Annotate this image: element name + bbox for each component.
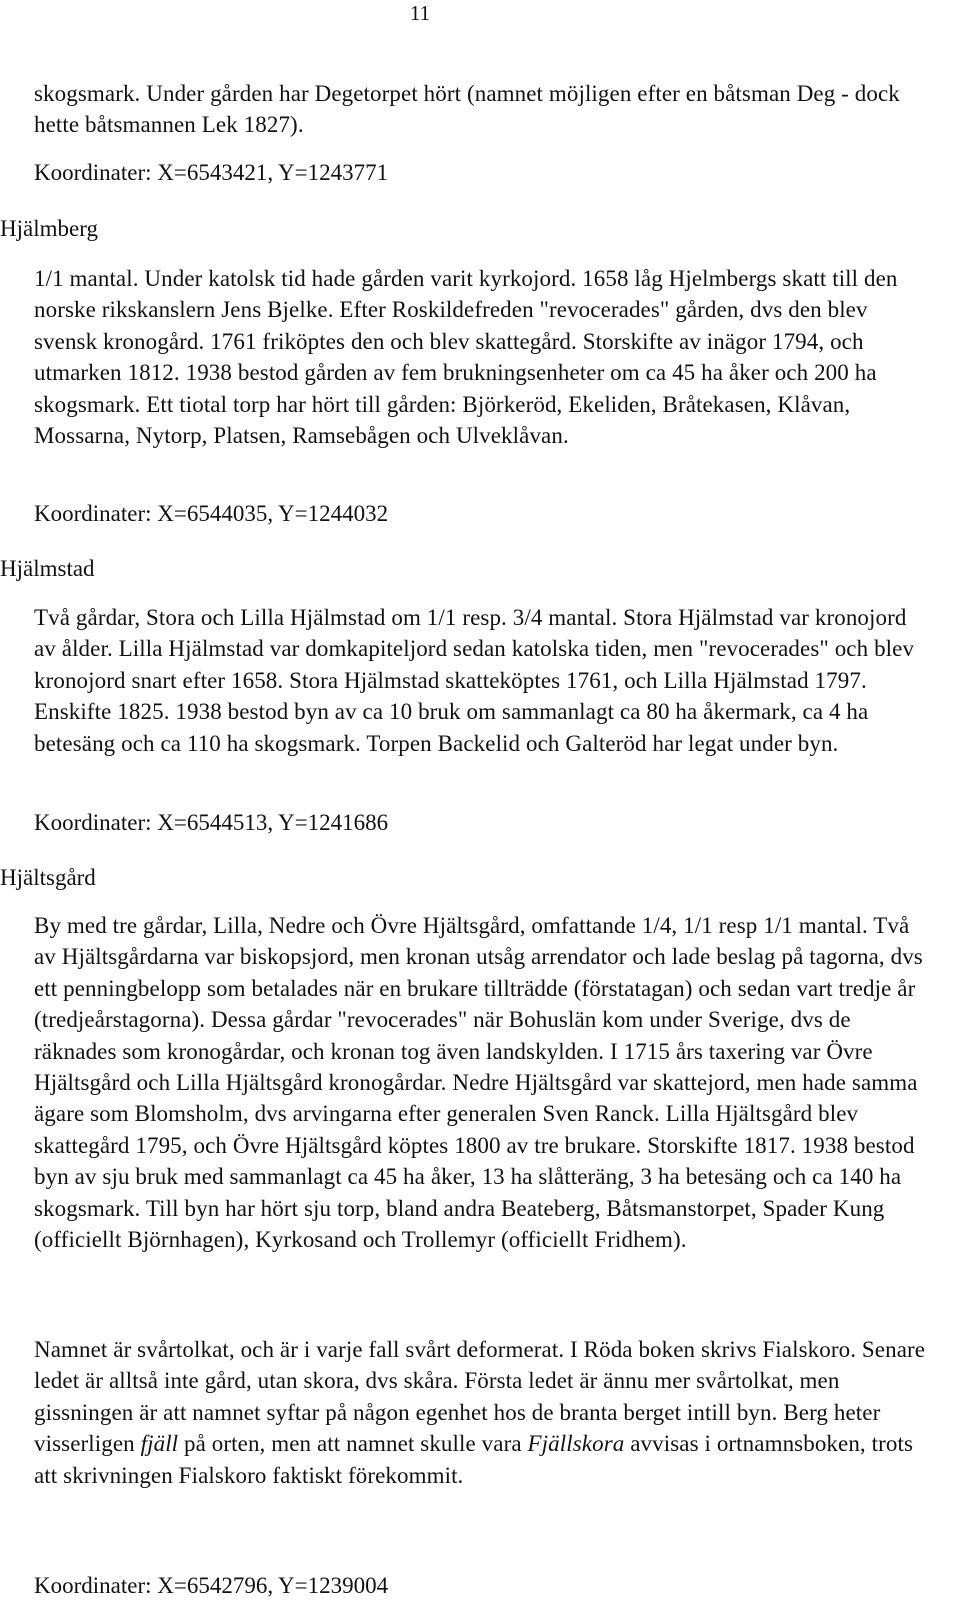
hjalmberg-coordinates: Koordinater: X=6544035, Y=1244032 <box>34 501 389 526</box>
hjaltsgard-paragraph: By med tre gårdar, Lilla, Nedre och Övre Hjältsgård, omfattande 1/4, 1/1 resp 1/1 mantal. Två av Hjältsgårdarna var biskopsjord, men kronan utsåg arrendator och lade beslag på tagorna, dvs ett penningbelopp som betalades när en brukare tillträdde (förstatagan) och sedan vart tredje år (tredjeårstagorna). Dessa gårdar "revocerades" när Bohuslän kom under Sverige, dvs de räknades som kronogårdar, och kronan tog även landskylden. I 1715 års taxering var Övre Hjältsgård och Lilla Hjältsgård kronogårdar. Nedre Hjältsgård var skattejord, men hade samma ägare som Blomsholm, dvs arvingarna efter generalen Sven Ranck. Lilla Hjältsgård blev skattegård 1795, och Övre Hjältsgård köptes 1800 av tre brukare. Storskifte 1817. 1938 bestod byn av sju bruk med sammanlagt ca 45 ha åker, 13 ha slåtteräng, 3 ha betesäng och ca 140 ha skogsmark. Till byn har hört sju torp, bland andra Beateberg, Båtsmanstorpet, Spader Kung (officiellt Björnhagen), Kyrkosand och Trollemyr (officiellt Fridhem). <box>34 913 923 1253</box>
intro-paragraph: skogsmark. Under gården har Degetorpet hört (namnet möjligen efter en båtsman Deg - dock hette båtsmannen Lek 1827). <box>34 81 900 138</box>
name-emphasis-fjallskora: Fjällskora <box>527 1431 625 1457</box>
name-text-part-1: Namnet är svårtolkat, och är i varje fall svårt deformerat. I Röda boken skrivs Fialskoro. Senare ledet är alltså inte gård, utan skora, dvs skåra. Första ledet är ännu mer svårtolkat, men gissningen är att namnet syftar på någon egenhet hos de branta berget intill byn. Berg heter visserligen <box>34 1337 926 1457</box>
name-emphasis-fjall: fjäll <box>140 1431 179 1457</box>
name-text-part-3: avvisas i ortnamnsboken, trots att skrivningen Fialskoro faktiskt förekommit. <box>34 1431 914 1488</box>
hjaltsgard-name-paragraph <box>34 1334 934 1491</box>
hjaltsgard-coordinates: Koordinater: X=6542796, Y=1239004 <box>34 1573 389 1598</box>
hjalmberg-heading: Hjälmberg <box>0 216 98 241</box>
hjalmstad-coordinates: Koordinater: X=6544513, Y=1241686 <box>34 810 389 835</box>
hjalmstad-heading: Hjälmstad <box>0 556 95 581</box>
hjalmberg-paragraph: 1/1 mantal. Under katolsk tid hade gården varit kyrkojord. 1658 låg Hjelmbergs skatt till den norske rikskanslern Jens Bjelke. Efter Roskildefreden "revocerades" gården, dvs den blev svensk kronogård. 1761 friköptes den och blev skattegård. Storskifte av inägor 1794, och utmarken 1812. 1938 bestod gården av fem brukningsenheter om ca 45 ha åker och 200 ha skogsmark. Ett tiotal torp har hört till gården: Björkeröd, Ekeliden, Bråtekasen, Klåvan, Mossarna, Nytorp, Platsen, Ramsebågen och Ulveklåvan. <box>34 266 898 449</box>
hjalmstad-paragraph: Två gårdar, Stora och Lilla Hjälmstad om 1/1 resp. 3/4 mantal. Stora Hjälmstad var kronojord av ålder. Lilla Hjälmstad var domkapiteljord sedan katolska tiden, men "revocerades" och blev kronojord snart efter 1658. Stora Hjälmstad skatteköptes 1761, och Lilla Hjälmstad 1797. Enskifte 1825. 1938 bestod byn av ca 10 bruk om sammanlagt ca 80 ha åkermark, ca 4 ha betesäng och ca 110 ha skogsmark. Torpen Backelid och Galteröd har legat under byn. <box>34 605 915 756</box>
page-number: 11 <box>409 1 431 25</box>
name-text-part-2: på orten, men att namnet skulle vara <box>184 1431 522 1457</box>
hjaltsgard-heading: Hjältsgård <box>0 865 96 890</box>
intro-coordinates: Koordinater: X=6543421, Y=1243771 <box>34 160 389 185</box>
